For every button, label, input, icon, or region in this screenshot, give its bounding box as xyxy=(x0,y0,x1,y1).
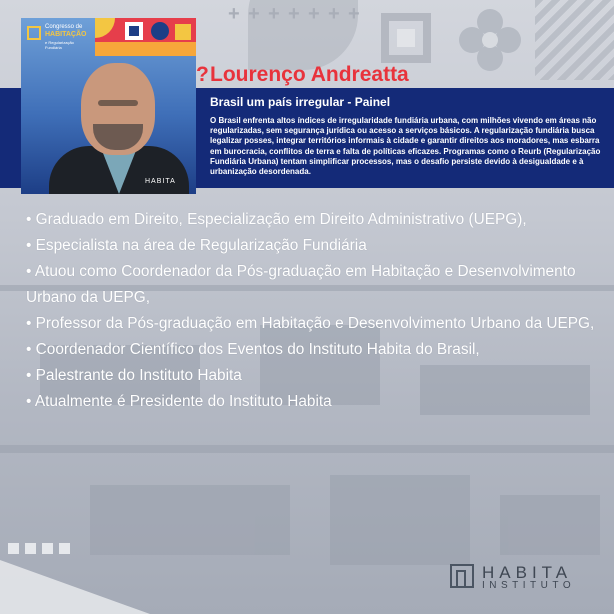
decor-square-outline xyxy=(381,13,431,63)
bio-item: • Especialista na área de Regularização Fundiária xyxy=(26,237,367,254)
photo-brand-label: HABITA xyxy=(145,178,176,185)
congress-logo-line3: e Regularização Fundiária xyxy=(45,40,74,50)
bio-item: • Coordenador Científico dos Eventos do Instituto Habita do Brasil, xyxy=(26,341,480,358)
bio-item: • Palestrante do Instituto Habita xyxy=(26,367,242,384)
speaker-name: Lourenço Andreatta xyxy=(210,63,409,86)
habita-instituto-logo xyxy=(450,563,600,593)
speaker-card-page: + + + + + + + Congresso de HABITAÇÃO e Regularização Fundiária HABITA ? Lourenço Andreatta Brasil um país irregular - Painel O Brasil enfrenta altos índices de irregularidade fundiária urbana, com milhões vivendo em áreas não regularizadas, sem segurança jurídica ou acesso a serviços básicos. A regularização fundiária busca legalizar posses, integrar territórios informais à cidade e garantir direitos aos moradores, mas esbarra em burocracia, conflitos de terra e falta de políticas eficazes. Programas como o Reurb (Regularização Fundiária Urbana) tentam simplificar processos, mas o desafio persiste devido à desigualdade e à urbanização desordenada. • Graduado em Direito, Especialização em Direito Administrativo (UEPG), • Especialista na área de Regularização Fundiária • Atuou como Coordenador da Pós-graduação em Habitação e Desenvolvimento Urbano da UEPG, • Professor da Pós-graduação em Habitação e Desenvolvimento Urbano da UEPG, • Coordenador Científico dos Eventos do Instituto Habita do Brasil, • Palestrante do Instituto Habita • Atualmente é Presidente do Instituto Habita HABITA INSTITUTO xyxy=(0,0,614,614)
person-eyes xyxy=(98,100,138,106)
bio-item: • Graduado em Direito, Especialização em Direito Administrativo (UEPG), xyxy=(26,211,527,228)
photo-color-strip xyxy=(95,18,196,56)
speaker-bio-list xyxy=(26,207,596,415)
bio-item: • Atuou como Coordenador da Pós-graduação em Habitação e Desenvolvimento Urbano da UEPG, xyxy=(26,263,576,306)
bio-item: • Professor da Pós-graduação em Habitação e Desenvolvimento Urbano da UEPG, xyxy=(26,315,595,332)
speaker-name-prefix: ? xyxy=(196,63,209,86)
panel-abstract: O Brasil enfrenta altos índices de irregularidade fundiária urbana, com milhões vivendo em áreas não regularizadas, sem segurança jurídica ou acesso a serviços básicos. A regularização fundiária busca legalizar posses, integrar territórios informais à cidade e garantir direitos aos moradores, mas esbarra em burocracia, conflitos de terra e falta de políticas eficazes. Programas como o Reurb (Regularização Fundiária Urbana) tentam simplificar processos, mas o desafio persiste devido à desigualdade e à urbanização desordenada. xyxy=(210,116,601,177)
congress-logo xyxy=(27,24,91,50)
decor-leaf-shape xyxy=(248,0,358,70)
speaker-photo xyxy=(21,18,196,194)
congress-logo-line2: HABITAÇÃO xyxy=(45,31,87,38)
house-icon xyxy=(27,26,41,40)
habita-logo-word: HABITA xyxy=(482,563,573,582)
habita-logo-icon xyxy=(450,564,474,588)
congress-logo-line1: Congresso de xyxy=(45,24,83,30)
decor-flower-shape xyxy=(458,8,522,72)
bio-item: • Atualmente é Presidente do Instituto Habita xyxy=(26,393,332,410)
decor-square-dots xyxy=(8,541,76,559)
habita-logo-subtitle: INSTITUTO xyxy=(482,580,576,591)
panel-title: Brasil um país irregular - Painel xyxy=(210,95,391,109)
decor-diagonal-stripes xyxy=(535,0,614,80)
